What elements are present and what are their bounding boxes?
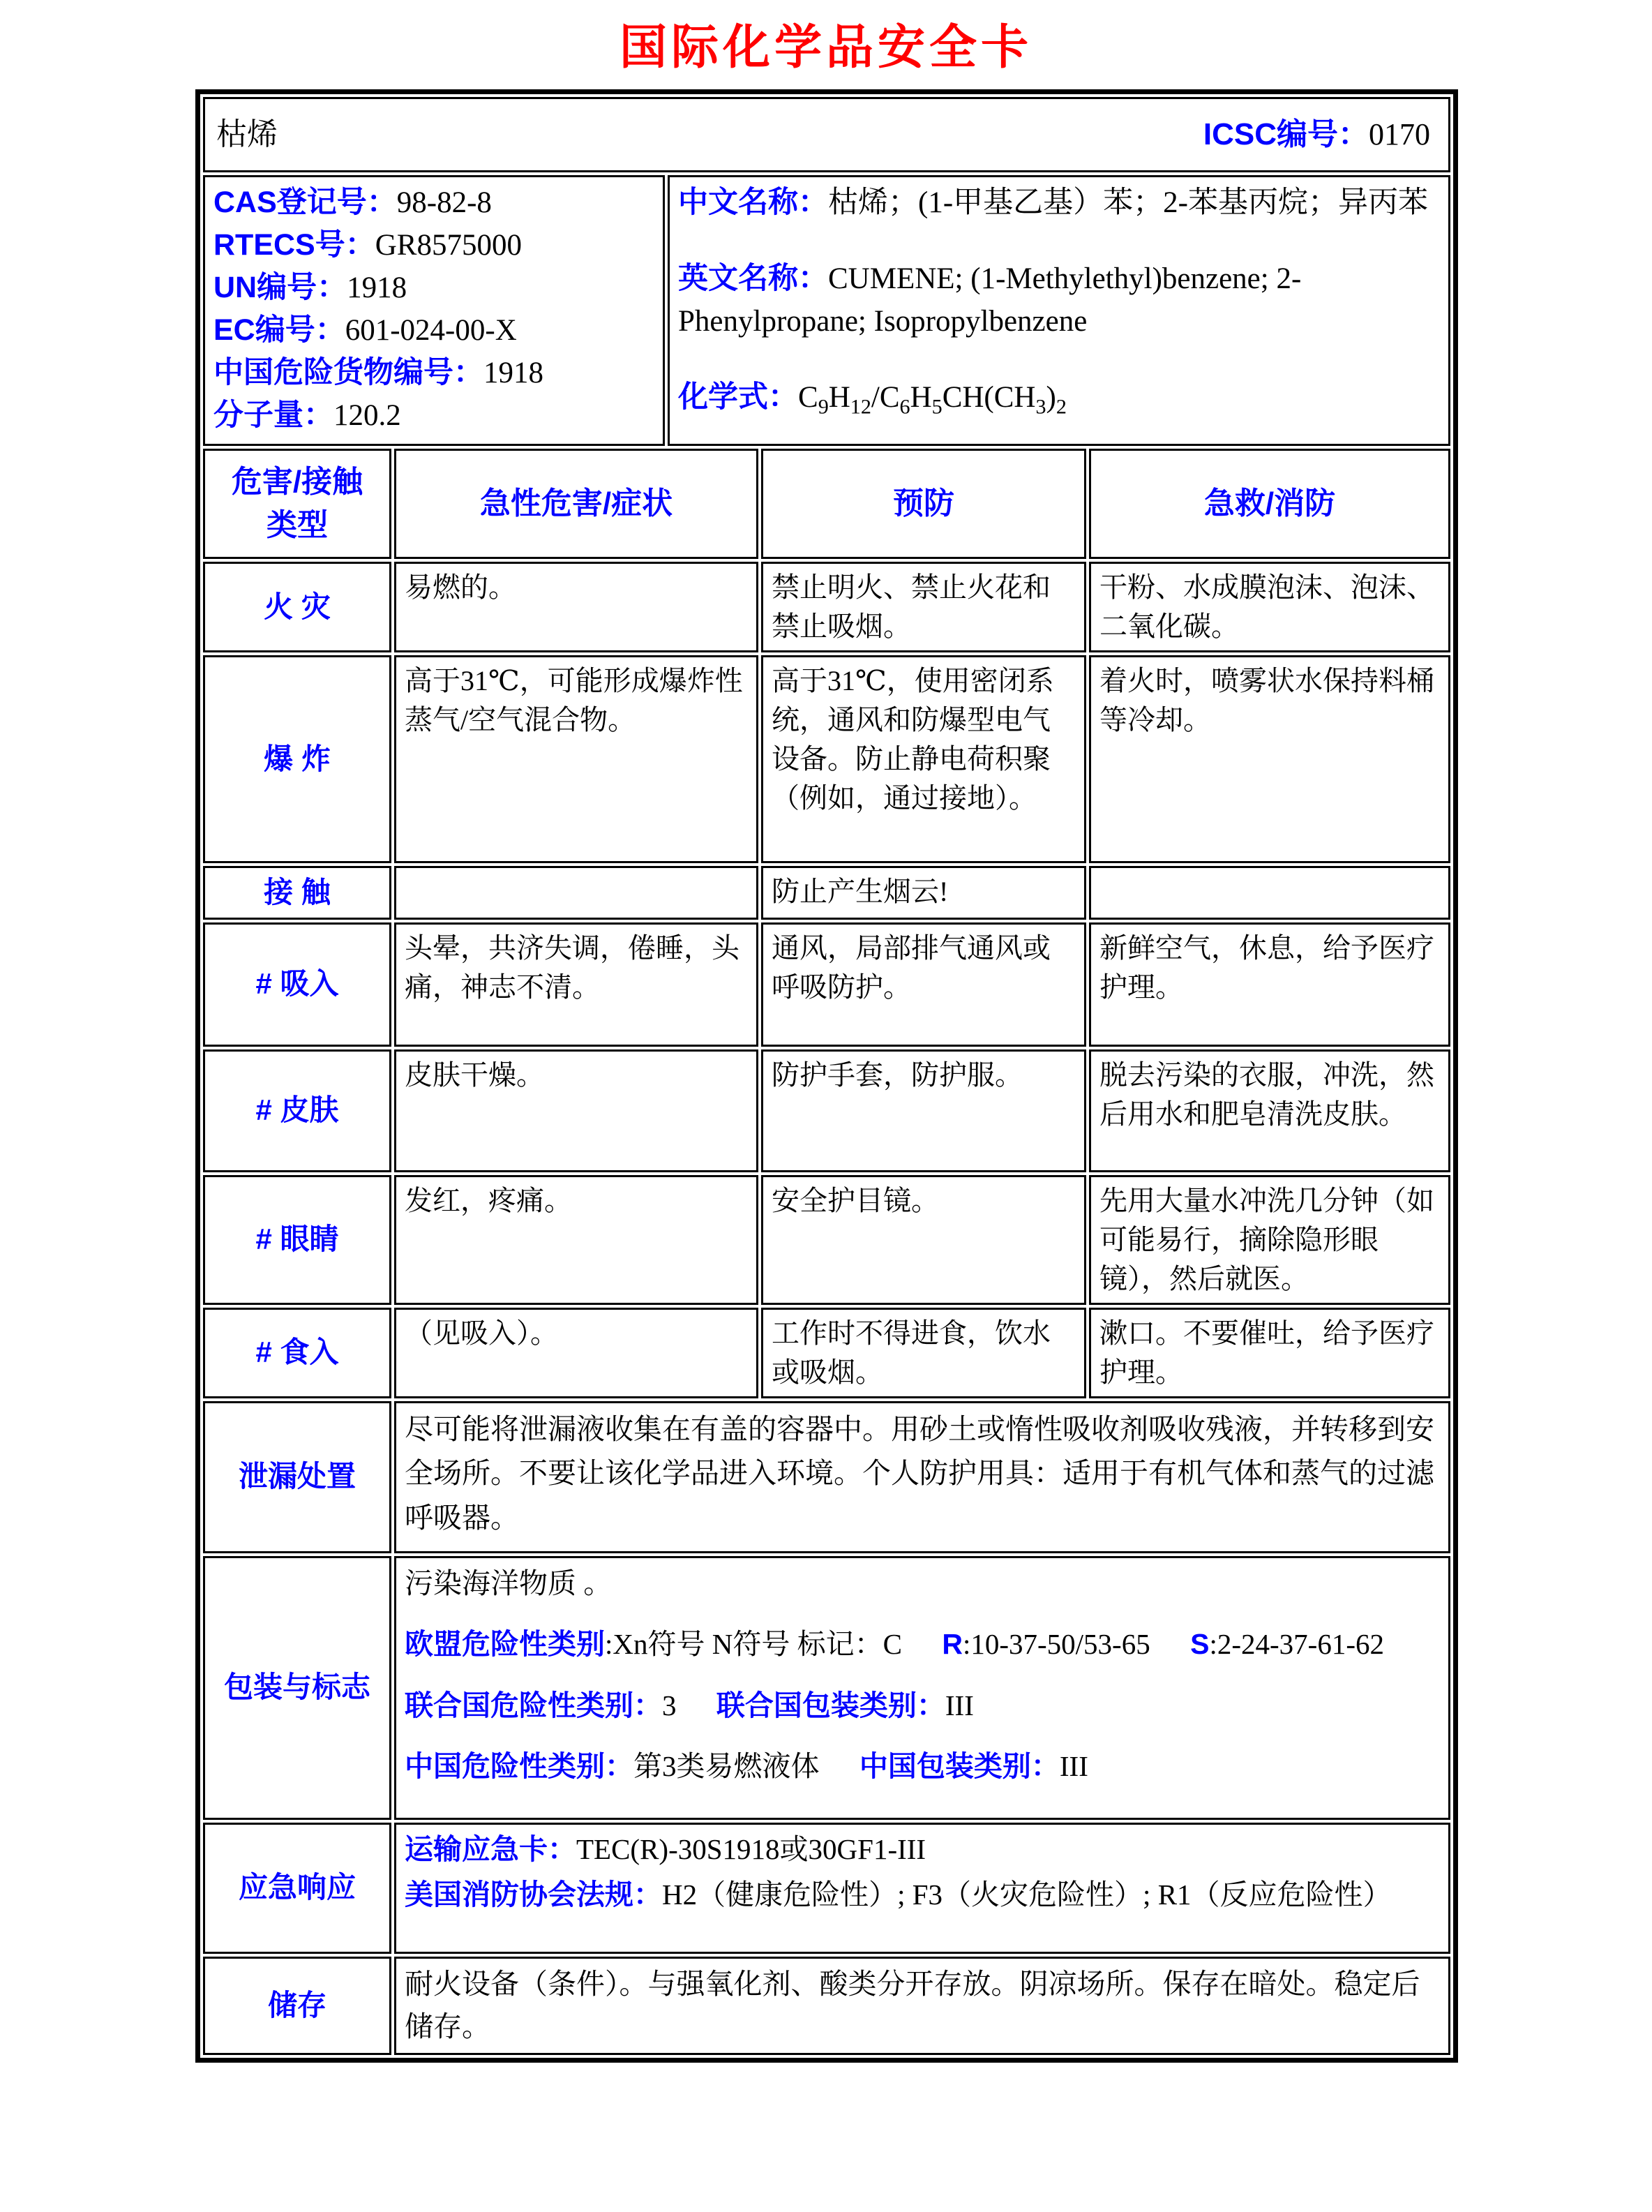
row-packaging-labelling (203, 1556, 1450, 1820)
row-explosion-symptoms: 高于31℃，可能形成爆炸性蒸气/空气混合物。 (394, 655, 758, 863)
page-title: 国际化学品安全卡 (619, 21, 1032, 74)
header-firstaid: 急救/消防 (1089, 449, 1450, 559)
hazard-header-row (203, 449, 1450, 559)
emergency-content (394, 1823, 1450, 1954)
nfpa-line: 美国消防协会法规：H2（健康危险性）; F3（火灾危险性）; R1（反应危险性） (405, 1878, 1392, 1911)
icsc-label: ICSC编号： (1203, 117, 1369, 152)
spill-text: 尽可能将泄漏液收集在有盖的容器中。用砂土或惰性吸收剂吸收残液，并转移到安全场所。不要让该化学品进入环境。个人防护用具：适用于有机气体和蒸气的过滤呼吸器。 (394, 1401, 1450, 1553)
row-storage (203, 1957, 1450, 2055)
header-symptoms: 急性危害/症状 (394, 449, 758, 559)
row-spill-disposal (203, 1401, 1450, 1553)
identification-row (203, 175, 1450, 446)
identifiers-cell (203, 175, 665, 446)
eu-classification-line: 欧盟危险性类别:Xn符号 N符号 标记：C R:10-37-50/53-65 S:2-24-37-61-62 (405, 1628, 1384, 1661)
row-eyes-symptoms: 发红，疼痛。 (394, 1175, 758, 1305)
row-inhalation-firstaid: 新鲜空气，休息，给予医疗护理。 (1089, 922, 1450, 1047)
row-contact (203, 866, 1450, 920)
un-number: UN编号：1918 (213, 271, 407, 305)
safety-card-table (195, 89, 1458, 2063)
row-skin-prevention: 防护手套，防护服。 (761, 1049, 1086, 1172)
row-explosion-prevention: 高于31℃，使用密闭系统，通风和防爆型电气设备。防止静电荷积聚（例如，通过接地）。 (761, 655, 1086, 863)
icsc-value: 0170 (1369, 117, 1430, 152)
row-eyes (203, 1175, 1450, 1305)
row-ingestion (203, 1308, 1450, 1398)
row-skin-symptoms: 皮肤干燥。 (394, 1049, 758, 1172)
row-eyes-label: # 眼睛 (203, 1175, 391, 1305)
chemical-formula: 化学式：$C_9H_{12}/C_6H_5CH(CH_3)_2$ (678, 380, 1067, 419)
row-inhalation-symptoms: 头晕，共济失调，倦睡，头痛，神志不清。 (394, 922, 758, 1047)
china-dangerous-goods-number: 中国危险货物编号：1918 (213, 356, 543, 390)
row-inhalation-prevention: 通风，局部排气通风或呼吸防护。 (761, 922, 1086, 1047)
row-skin (203, 1049, 1450, 1172)
row-explosion (203, 655, 1450, 863)
names-cell (668, 175, 1450, 446)
row-explosion-label: 爆 炸 (203, 655, 391, 863)
header-hazard-type: 危害/接触 类型 (203, 449, 391, 559)
row-contact-symptoms (394, 866, 758, 920)
formula-value: $C_9H_{12}/C_6H_5CH(CH_3)_2$ (798, 381, 1067, 419)
row-fire (203, 562, 1450, 652)
rtecs-number: RTECS号：GR8575000 (213, 228, 522, 262)
row-inhalation (203, 922, 1450, 1047)
row-emergency-response (203, 1823, 1450, 1954)
row-eyes-prevention: 安全护目镜。 (761, 1175, 1086, 1305)
row-fire-firstaid: 干粉、水成膜泡沫、泡沫、二氧化碳。 (1089, 562, 1450, 652)
storage-label: 储存 (203, 1957, 391, 2055)
row-fire-prevention: 禁止明火、禁止火花和禁止吸烟。 (761, 562, 1086, 652)
spill-label: 泄漏处置 (203, 1401, 391, 1553)
row-contact-firstaid (1089, 866, 1450, 920)
transport-emergency-card-line: 运输应急卡：TEC(R)-30S1918或30GF1-III (405, 1832, 926, 1865)
packaging-label: 包装与标志 (203, 1556, 391, 1820)
row-ingestion-symptoms: （见吸入）。 (394, 1308, 758, 1398)
row-inhalation-label: # 吸入 (203, 922, 391, 1047)
row-explosion-firstaid: 着火时，喷雾状水保持料桶等冷却。 (1089, 655, 1450, 863)
row-fire-symptoms: 易燃的。 (394, 562, 758, 652)
cas-number: CAS登记号：98-82-8 (213, 186, 492, 219)
row-skin-firstaid: 脱去污染的衣服，冲洗，然后用水和肥皂清洗皮肤。 (1089, 1049, 1450, 1172)
row-ingestion-label: # 食入 (203, 1308, 391, 1398)
emergency-label: 应急响应 (203, 1823, 391, 1954)
icsc-number (1203, 113, 1430, 156)
packaging-content (394, 1556, 1450, 1820)
row-ingestion-firstaid: 漱口。不要催吐，给予医疗护理。 (1089, 1308, 1450, 1398)
ec-number: EC编号：601-024-00-X (213, 313, 517, 348)
substance-header-row (203, 97, 1450, 172)
row-contact-prevention: 防止产生烟云! (761, 866, 1086, 920)
header-prevention: 预防 (761, 449, 1086, 559)
substance-header-cell (203, 97, 1450, 172)
marine-pollutant-line: 污染海洋物质 。 (405, 1567, 613, 1599)
storage-text: 耐火设备（条件）。与强氧化剂、酸类分开存放。阴凉场所。保存在暗处。稳定后储存。 (394, 1957, 1450, 2055)
chinese-name: 中文名称：枯烯；(1-甲基乙基）苯；2-苯基丙烷；异丙苯 (678, 186, 1428, 219)
row-ingestion-prevention: 工作时不得进食，饮水或吸烟。 (761, 1308, 1086, 1398)
molecular-weight: 分子量：120.2 (213, 398, 401, 433)
english-name: 英文名称：CUMENE; (1-Methylethyl)benzene; 2-Phenylpropane; Isopropylbenzene (678, 262, 1302, 338)
un-classification-line: 联合国危险性类别：3 联合国包装类别：III (405, 1689, 974, 1721)
cn-classification-line: 中国危险性类别：第3类易燃液体 中国包装类别：III (405, 1750, 1088, 1783)
substance-name: 枯烯 (216, 117, 278, 152)
row-eyes-firstaid: 先用大量水冲洗几分钟（如可能易行，摘除隐形眼镜），然后就医。 (1089, 1175, 1450, 1305)
row-contact-label: 接 触 (203, 866, 391, 920)
row-skin-label: # 皮肤 (203, 1049, 391, 1172)
row-fire-label: 火 灾 (203, 562, 391, 652)
